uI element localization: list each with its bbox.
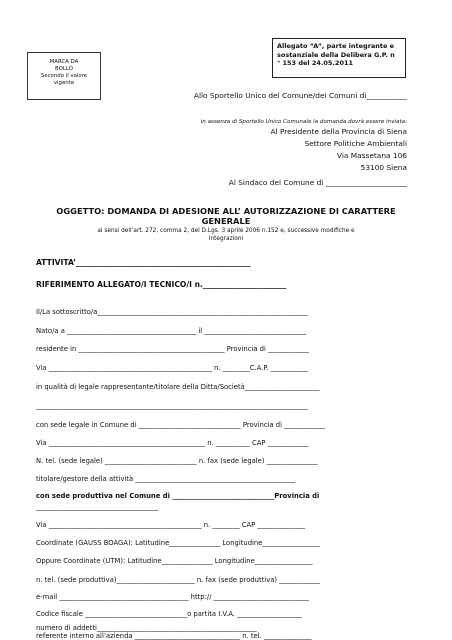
sending-note: in assenza di Sportello Unico Comunale la domanda dovrà essere inviata: <box>200 119 407 125</box>
stamp-line: MARCA DA <box>49 59 79 65</box>
oggetto-subtitle-cont: integrazioni <box>208 236 244 242</box>
field-coordinate-utm[interactable]: Oppure Coordinate (UTM): Latitudine_______________ Longitudine_________________ <box>36 557 313 565</box>
oggetto-title: OGGETTO: DOMANDA DI ADESIONE ALL’ AUTORIZZAZIONE DI CARATTERE <box>56 206 396 216</box>
field-sede-produttiva-cont[interactable]: ____________________________________ <box>36 503 159 511</box>
stamp-line: BOLLO <box>55 66 73 72</box>
allegato-line: Allegato “A”, parte integrante e <box>277 42 395 50</box>
oggetto-subtitle: ai sensi dell’art. 272, comma 2, del D.Lgs. 3 aprile 2006 n.152 e, successive modifiche e <box>97 228 355 234</box>
field-residente[interactable]: residente in ___________________________________________ Provincia di ____________ <box>36 345 309 353</box>
revenue-stamp-box <box>27 52 101 100</box>
field-sede-legale[interactable]: con sede legale in Comune di ______________________________ Provincia di ____________ <box>36 421 325 429</box>
attivita-field[interactable]: ATTIVITA’______________________________________________ <box>36 258 251 267</box>
field-nato[interactable]: Nato/a a ______________________________________ il ______________________________ <box>36 327 307 335</box>
field-via-produttiva[interactable]: Via _____________________________________________ n. ________ CAP ______________ <box>36 521 306 529</box>
field-titolare[interactable]: titolare/gestore della attività _______________________________________________ <box>36 475 296 483</box>
field-addetti[interactable]: numero di addetti_______________________________________________ <box>36 624 257 632</box>
sindaco-line: Al Sindaco del Comune di ______________________ <box>228 178 407 187</box>
stamp-line: vigente <box>53 80 75 86</box>
allegato-line: sostanziale della Delibera G.P. n <box>277 50 395 59</box>
stamp-line: Secondo il valore <box>40 73 88 79</box>
field-tel-fax-produttiva[interactable]: n. tel. (sede produttiva)_______________________ n. fax (sede produttiva) ____________ <box>36 576 320 584</box>
field-codice-fiscale[interactable]: Codice fiscale ______________________________o partita I.V.A. ___________________ <box>36 610 302 618</box>
field-sottoscritto[interactable]: Il/La sottoscritto/a______________________________________________________________ <box>36 308 309 316</box>
recipient-settore: Settore Politiche Ambientali <box>304 139 407 148</box>
oggetto-title-cont: GENERALE <box>201 216 251 226</box>
sportello-line: Allo Sportello Unico del Comune/dei Comuni di___________ <box>193 91 407 100</box>
field-sede-produttiva[interactable]: con sede produttiva nel Comune di ______________________________Provincia di <box>36 492 320 500</box>
field-via-sede-legale[interactable]: Via ______________________________________________ n. __________ CAP ____________ <box>36 439 309 447</box>
field-email-http[interactable]: e-mail ______________________________________ http:// ____________________________ <box>36 593 309 601</box>
field-coordinate-gauss[interactable]: Coordinate (GAUSS BOAGA): Latitudine_______________ Longitudine_________________ <box>36 539 321 547</box>
field-referente[interactable]: referente interno all’azienda _______________________________ n. tel. ______________ <box>36 632 312 640</box>
field-via[interactable]: Via ________________________________________________ n. ________C.A.P. ___________ <box>36 364 309 372</box>
field-tel-fax-legale[interactable]: N. tel. (sede legale) ___________________________ n. fax (sede legale) _______________ <box>36 457 318 465</box>
recipient-via: Via Massetana 106 <box>336 151 407 160</box>
allegato-line: ° 153 del 24.05.2011 <box>277 59 354 68</box>
field-ditta-cont[interactable]: ________________________________________________________________________________ <box>36 402 308 410</box>
allegato-box <box>272 38 406 78</box>
riferimento-field[interactable]: RIFERIMENTO ALLEGATO/I TECNICO/I n.______________________ <box>36 280 287 289</box>
recipient-cap-city: 53100 Siena <box>360 163 407 172</box>
recipient-presidente: Al Presidente della Provincia di Siena <box>270 127 407 136</box>
field-qualita[interactable]: in qualità di legale rappresentante/titolare della Ditta/Società______________________ <box>36 383 320 391</box>
